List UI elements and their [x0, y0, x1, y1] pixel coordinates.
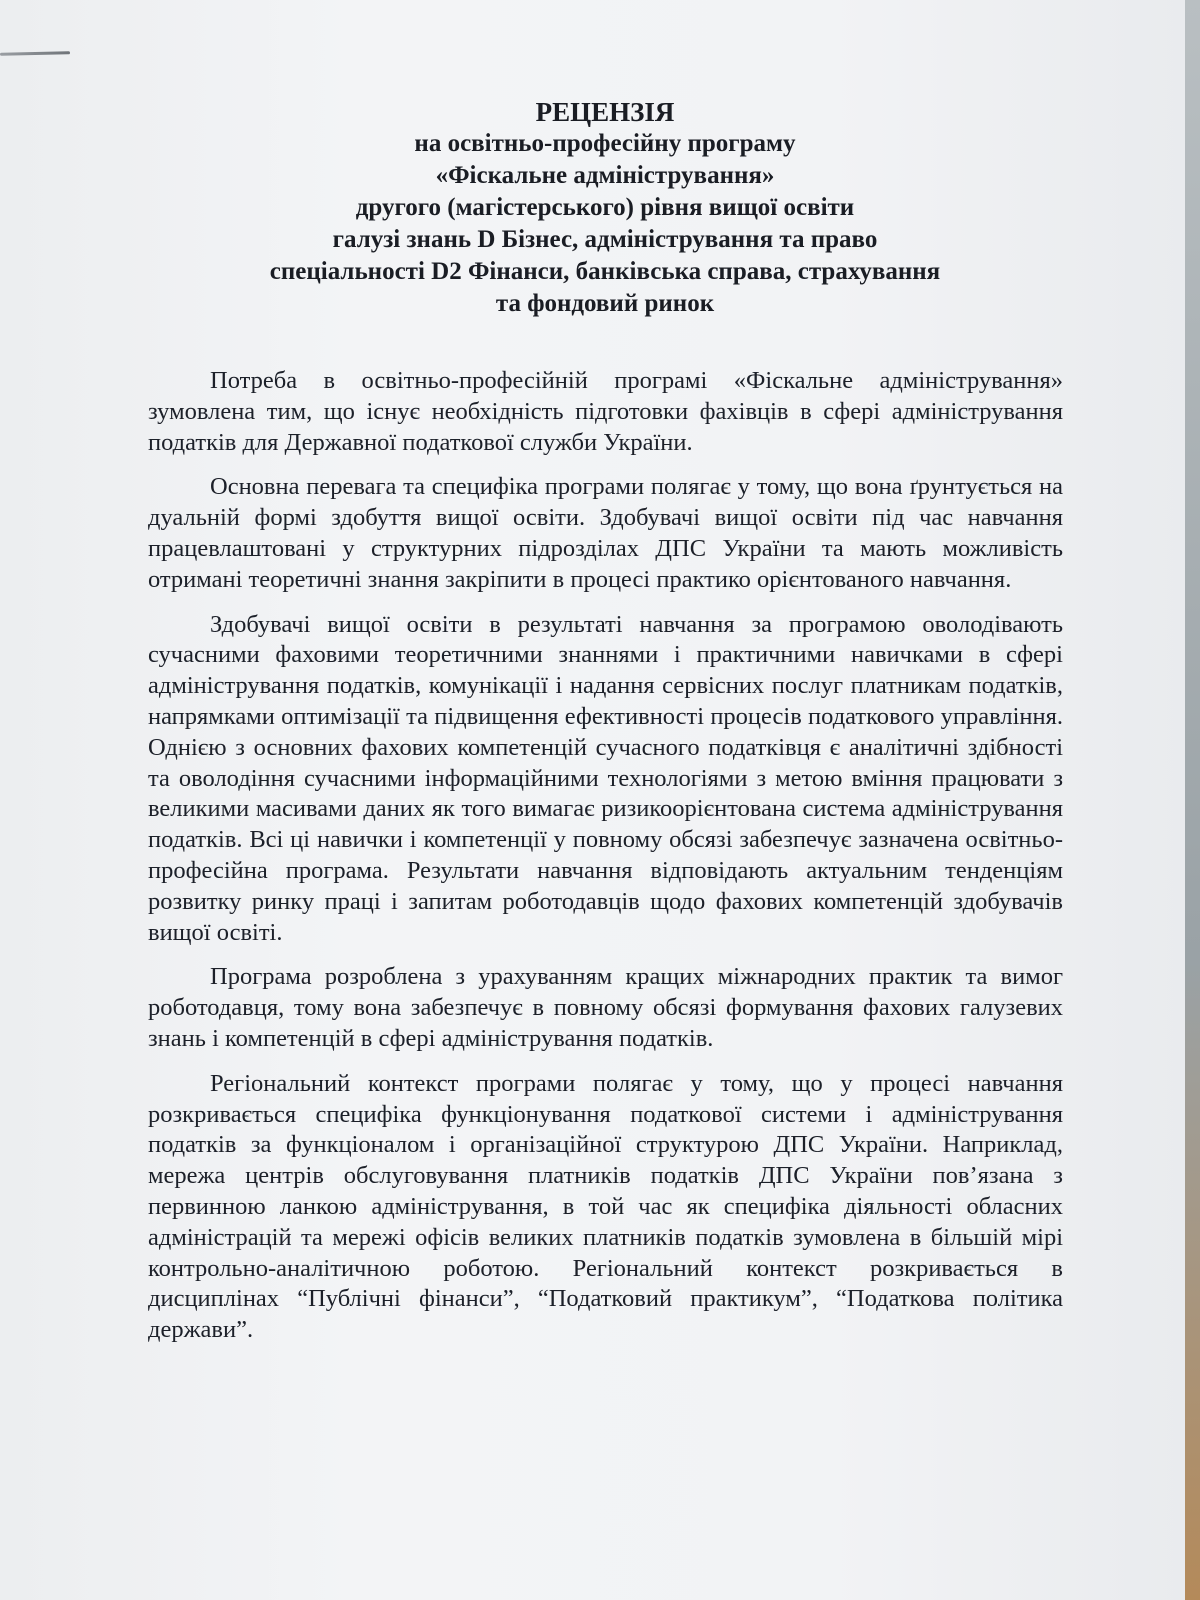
background-edge: [1185, 0, 1200, 1600]
header-line-field: галузі знань D Бізнес, адміністрування та право: [332, 226, 878, 253]
header-line-program-name: «Фіскальне адміністрування»: [435, 162, 775, 189]
review-body: [148, 366, 1063, 1360]
paragraph-international: Програма розроблена з урахуванням кращих міжнародних практик та вимог роботодавця, тому вона забезпечує в повному обсязі формування фахових галузевих знань і компетенцій в сфері адміністрування податків.: [148, 963, 1063, 1052]
header-line-program: на освітньо-професійну програму: [414, 130, 796, 157]
header-line-specialty: спеціальності D2 Фінанси, банківська справа, страхування: [269, 258, 941, 285]
paragraph-advantage: Основна перевага та специфіка програми полягає у тому, що вона ґрунтується на дуальній формі здобуття вищої освіти. Здобувачі вищої освіти під час навчання працевлаштовані у структурних підрозділах ДПС України та мають можливість отримані теоретичні знання закріпити в процесі практико орієнтованого навчання.: [148, 473, 1063, 593]
paragraph-regional: Регіональний контекст програми полягає у тому, що у процесі навчання розкривається специфіка функціонування податкової системи і адміністрування податків за функціоналом і організаційної структурою ДПС України. Наприклад, мережа центрів обслуговування платників податків ДПС України пов’язана з первинною ланкою адміністрування, в той час як специфіка діяльності обласних адміністрацій та мережі офісів великих платників податків зумовлена в більшій мірі контрольно-аналітичною роботою. Регіональний контекст розкривається в дисциплінах “Публічні фінанси”, “Податковий практикум”, “Податкова політика держави”.: [148, 1069, 1063, 1344]
paragraph-need: Потреба в освітньо-професійній програмі «Фіскальне адміністрування» зумовлена тим, що існує необхідність підготовки фахівців в сфері адміністрування податків для Державної податкової служби України.: [148, 367, 1063, 456]
header-line-level: другого (магістерського) рівня вищої освіти: [355, 194, 855, 221]
document-title: РЕЦЕНЗІЯ: [535, 97, 675, 127]
document-header: [150, 96, 1060, 320]
staple-mark: [0, 51, 70, 55]
header-line-specialty-cont: та фондовий ринок: [495, 290, 715, 317]
paragraph-competencies: Здобувачі вищої освіти в результаті навчання за програмою оволодівають сучасними фаховими теоретичними знаннями і практичними навичками в сфері адміністрування податків, комунікації і надання сервісних послуг платникам податків, напрямками оптимізації та підвищення ефективності процесів податкового управління. Однією з основних фахових компетенцій сучасного податківця є аналітичні здібності та оволодіння сучасними інформаційними технологіями з метою вміння працювати з великими масивами даних як того вимагає ризикоорієнтована система адміністрування податків. Всі ці навички і компетенції у повному обсязі забезпечує зазначена освітньо-професійна програма. Результати навчання відповідають актуальним тенденціям розвитку ринку праці і запитам роботодавців щодо фахових компетенцій здобувачів вищої освіті.: [148, 610, 1063, 946]
